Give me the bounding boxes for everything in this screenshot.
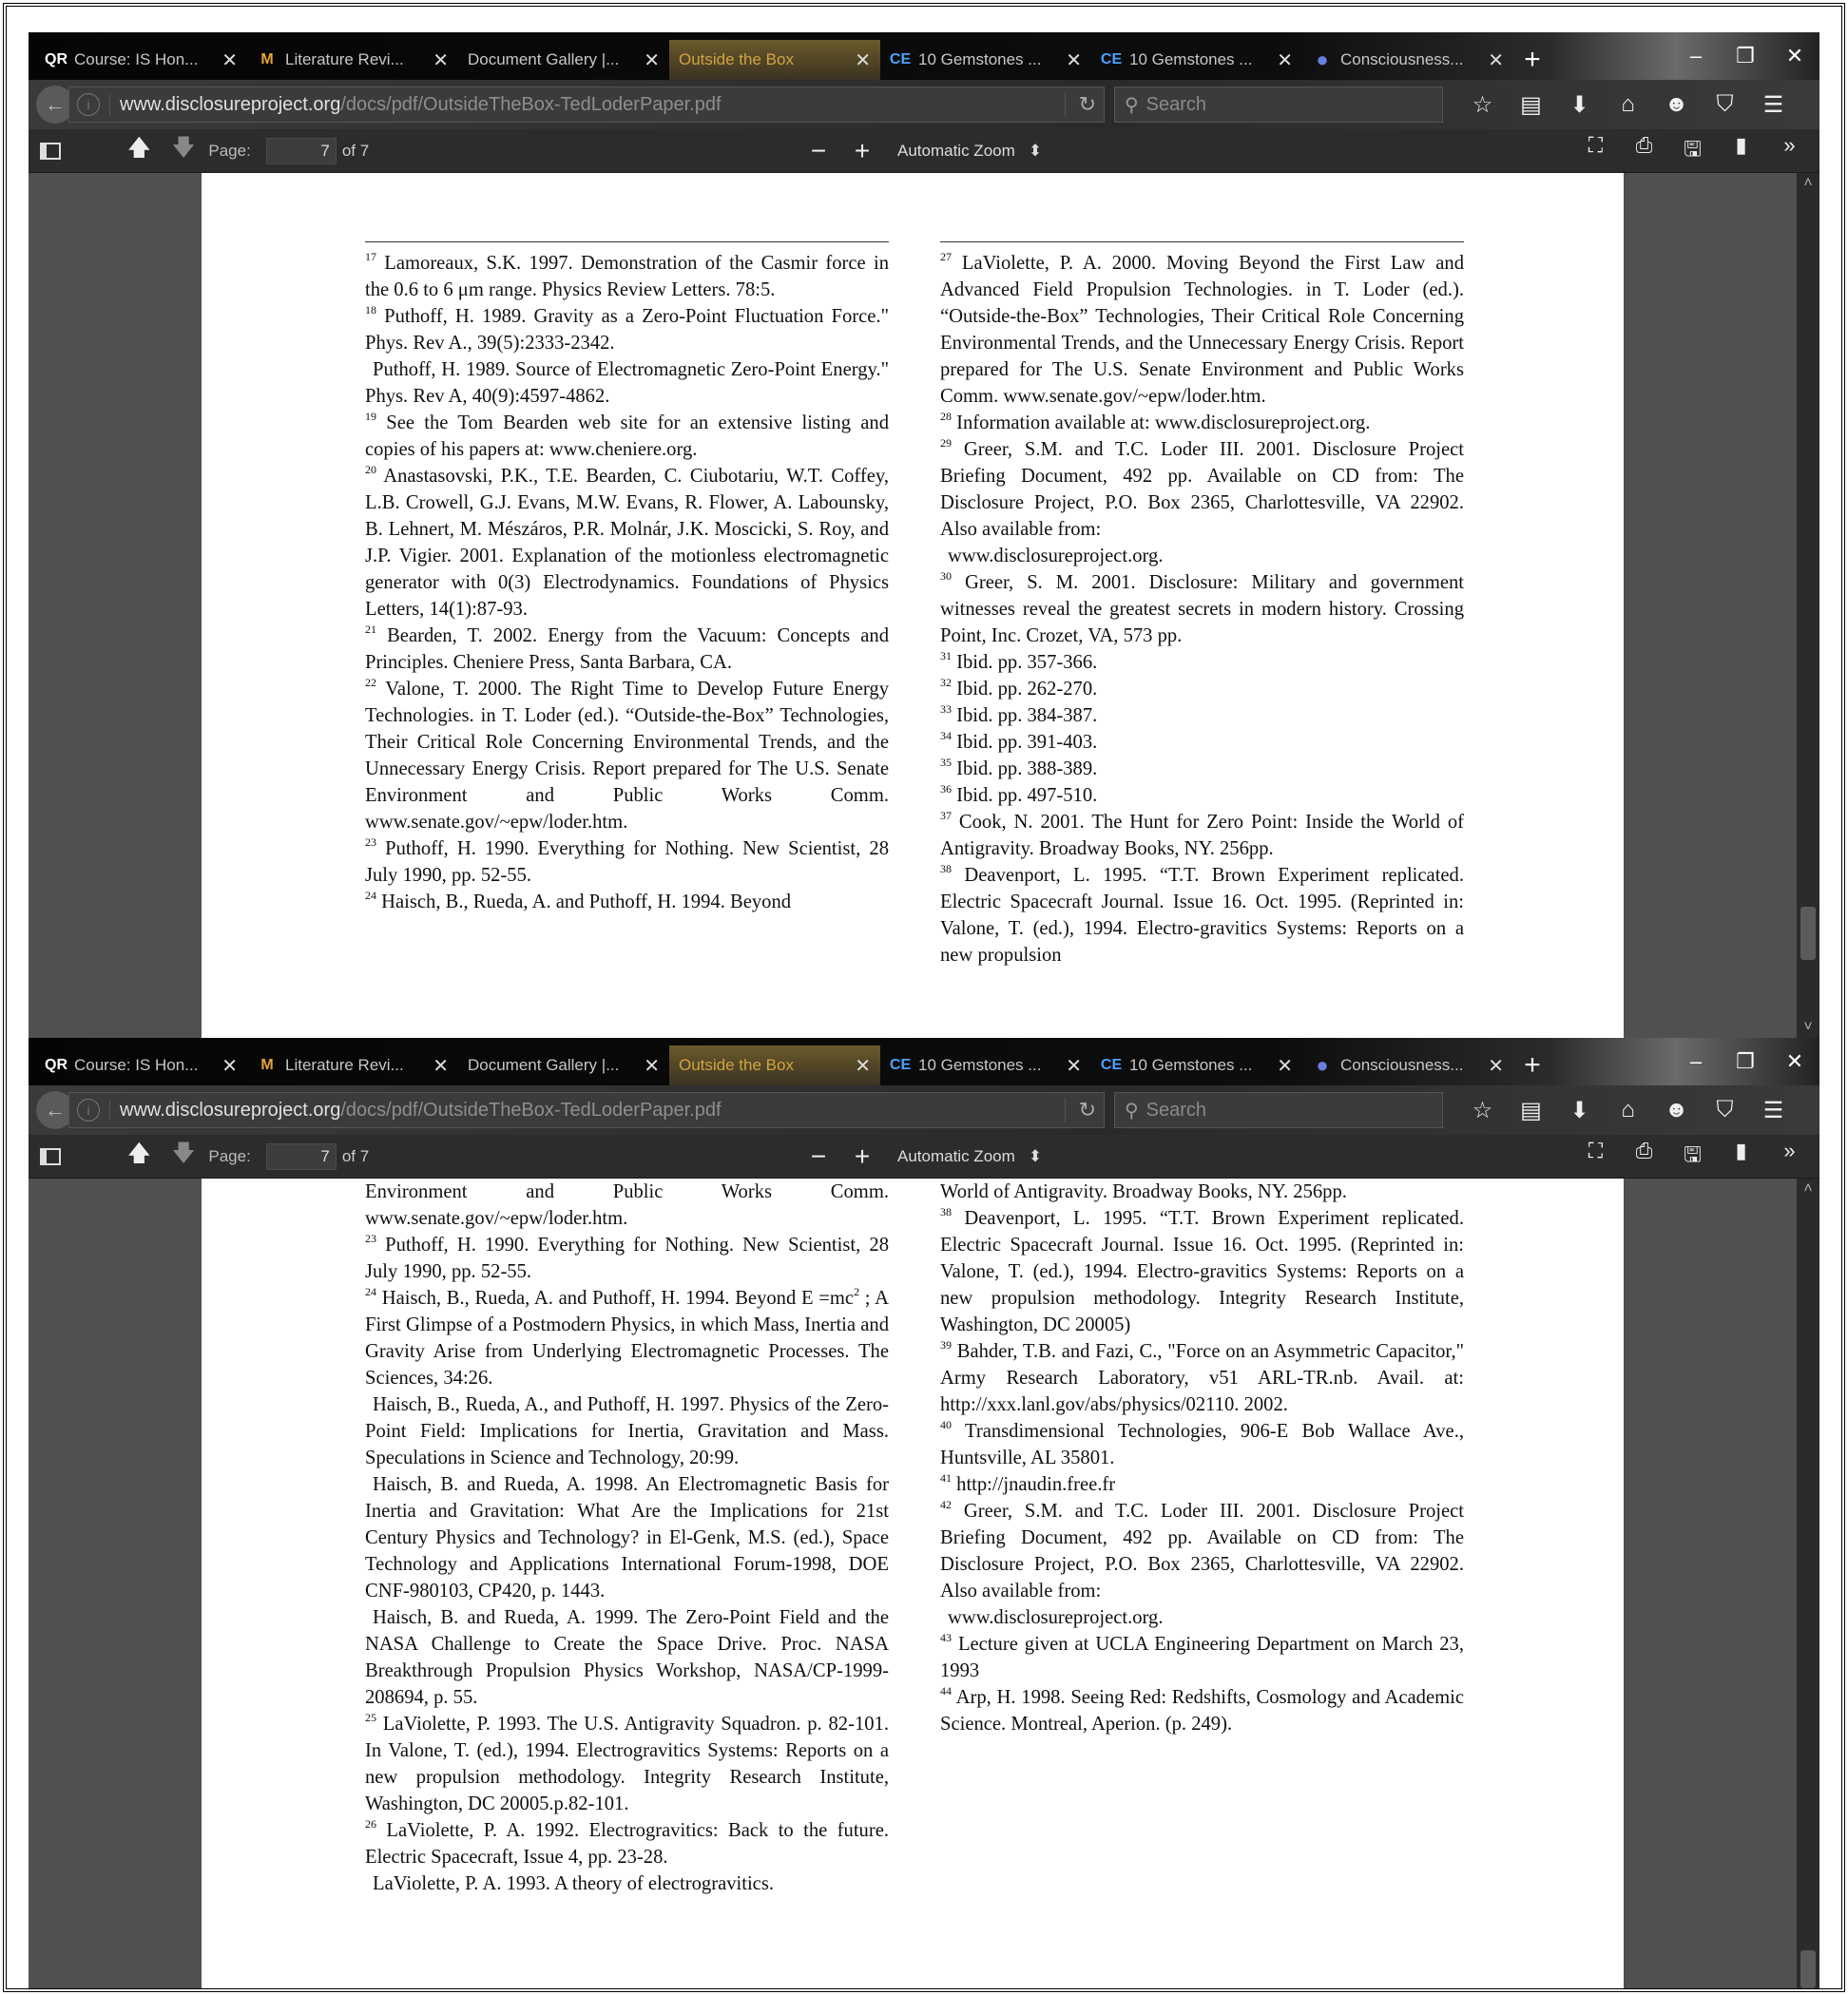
close-tab-icon[interactable]: ✕	[1277, 49, 1293, 71]
footnote: www.disclosureproject.org.	[948, 1607, 1164, 1628]
tab-6[interactable]	[1302, 40, 1513, 80]
footnote: $^{26}$ LaViolette, P. A. 1992. Electrogravitics: Back to the future. Electric Spacecraft, Issue 4, pp. 23-28.	[365, 1817, 889, 1868]
zoom-out-icon[interactable]: −	[810, 1141, 827, 1171]
toolbar-icons	[1458, 1097, 1798, 1124]
footnote-list	[940, 1179, 1464, 1737]
scrollbar[interactable]	[1797, 1179, 1819, 1988]
tab-0[interactable]	[36, 40, 247, 80]
footnote-rule	[940, 241, 1464, 242]
browser-window-bottom	[29, 1038, 1819, 1988]
footnote: $^{28}$ Information available at: www.disclosureproject.org.	[940, 410, 1371, 433]
zoom-value: Automatic Zoom	[897, 141, 1015, 160]
next-page-icon[interactable]: 🡇	[171, 135, 196, 161]
bookmark-star-icon[interactable]: ☆	[1472, 1097, 1493, 1123]
zoom-in-icon[interactable]: +	[854, 1141, 871, 1171]
tab-favicon: QR	[45, 51, 67, 67]
reading-list-icon[interactable]: ▤	[1520, 1097, 1542, 1123]
footnote-list	[365, 250, 889, 915]
footnote: Puthoff, H. 1989. Source of Electromagnetic Zero-Point Energy." Phys. Rev A, 40(9):4597-4862.	[365, 359, 889, 407]
tab-label: Outside the Box	[679, 50, 794, 68]
footnote: $^{19}$ See the Tom Bearden web site for an extensive listing and copies of his papers at: www.cheniere.org.	[365, 410, 889, 460]
footnote: $^{31}$ Ibid. pp. 357-366.	[940, 649, 1098, 673]
footnotes-right-column	[940, 241, 1464, 969]
close-tab-icon[interactable]: ✕	[433, 1055, 449, 1077]
menu-icon[interactable]: ☰	[1762, 91, 1784, 118]
pocket-icon[interactable]: ⛉	[1716, 90, 1734, 117]
close-tab-icon[interactable]: ✕	[221, 49, 238, 71]
footnote: $^{36}$ Ibid. pp. 497-510.	[940, 782, 1098, 806]
home-icon[interactable]: ⌂	[1621, 90, 1635, 117]
tab-4[interactable]	[880, 1045, 1091, 1085]
page-label: Page:	[208, 141, 251, 160]
close-tab-icon[interactable]: ✕	[433, 49, 449, 71]
url-path: /docs/pdf/OutsideTheBox-TedLoderPaper.pdf	[340, 1099, 722, 1121]
close-tab-icon[interactable]: ✕	[1066, 49, 1082, 71]
tab-label: Consciousness...	[1340, 50, 1464, 68]
tab-4[interactable]	[880, 40, 1091, 80]
download-icon[interactable]: ⬇	[1569, 1097, 1589, 1123]
bookmark-icon[interactable]: ▮	[1735, 1138, 1747, 1162]
tab-favicon: CE	[889, 1057, 912, 1073]
footnotes-left-column	[365, 1179, 889, 1897]
footnote: $^{40}$ Transdimensional Technologies, 906-E Bob Wallace Ave., Huntsville, AL 35801.	[940, 1418, 1464, 1468]
tab-label: Consciousness...	[1340, 1056, 1464, 1074]
tab-5[interactable]	[1091, 40, 1302, 80]
url-text[interactable]	[109, 1100, 1055, 1122]
footnote: $^{24}$ Haisch, B., Rueda, A. and Puthoff, H. 1994. Beyond	[365, 889, 792, 912]
footnote: $^{22}$ Valone, T. 2000. The Right Time to Develop Future Energy Technologies. in T. Loder (ed.). “Outside-the-Box” Technologies, Their Critical Role Concerning Environmental Trends, and the Unnecessary Energy Crisis. Report prepared for The U.S. Senate Environment and Public Works Comm. www.senate.gov/~epw/loder.htm.	[365, 676, 889, 833]
zoom-controls	[797, 136, 1051, 166]
bookmark-star-icon[interactable]: ☆	[1472, 91, 1493, 118]
reload-icon[interactable]: ↻	[1065, 92, 1096, 117]
footnote: $^{32}$ Ibid. pp. 262-270.	[940, 676, 1098, 700]
footnote: $^{37}$ Cook, N. 2001. The Hunt for Zero Point: Inside the World of Antigravity. Broadway Books, NY. 256pp.	[940, 809, 1464, 859]
tab-favicon: QR	[45, 1057, 67, 1073]
window-controls	[1671, 1038, 1819, 1085]
pdf-toolbar	[29, 129, 1819, 173]
presentation-mode-icon[interactable]: ⛶	[1588, 132, 1604, 157]
scroll-down-icon[interactable]: ˅	[1803, 1019, 1813, 1035]
scroll-up-icon[interactable]: ˄	[1803, 1180, 1813, 1197]
sidebar-toggle-icon[interactable]	[40, 1148, 61, 1165]
restore-icon[interactable]: ❐	[1736, 44, 1755, 67]
close-tab-icon[interactable]: ✕	[855, 49, 871, 71]
zoom-select[interactable]: Automatic Zoom ⬍	[897, 1146, 1043, 1165]
footnote: www.disclosureproject.org.	[948, 546, 1164, 566]
footnote: Haisch, B. and Rueda, A. 1998. An Electromagnetic Basis for Inertia and Gravitation: What Are the Implications for 21st Century Physics and Technology? in El-Genk, M.S. (ed.), Space Technology and Applications International Forum-1998, DOE CNF-980103, CP420, p. 1443.	[365, 1474, 889, 1602]
tab-label: Course: IS Hon...	[74, 1056, 199, 1074]
url-bar[interactable]	[68, 86, 1105, 123]
footnote: $^{23}$ Puthoff, H. 1990. Everything for Nothing. New Scientist, 28 July 1990, pp. 52-55.	[365, 835, 889, 886]
tab-5[interactable]	[1091, 1045, 1302, 1085]
menu-icon[interactable]: ☰	[1762, 1097, 1784, 1123]
tab-2[interactable]	[458, 40, 669, 80]
scroll-up-icon[interactable]: ˄	[1803, 175, 1813, 191]
search-icon: ⚲	[1125, 1100, 1139, 1122]
toolbar-icons	[1458, 91, 1798, 119]
footnote: $^{21}$ Bearden, T. 2002. Energy from the Vacuum: Concepts and Principles. Cheniere Press, Santa Barbara, CA.	[365, 623, 889, 673]
tab-strip	[29, 1038, 1819, 1085]
close-tab-icon[interactable]: ✕	[1488, 1055, 1504, 1077]
previous-page-icon[interactable]: 🡅	[127, 135, 151, 161]
search-icon: ⚲	[1125, 94, 1139, 116]
footnote: $^{17}$ Lamoreaux, S.K. 1997. Demonstration of the Casmir force in the 0.6 to 6 μm range. Physics Review Letters. 78:5.	[365, 250, 889, 300]
page-count: of 7	[341, 1146, 370, 1165]
close-tab-icon[interactable]: ✕	[1277, 1055, 1293, 1077]
close-tab-icon[interactable]: ✕	[644, 1055, 660, 1077]
tab-1[interactable]	[247, 40, 458, 80]
search-placeholder: Search	[1145, 1099, 1207, 1121]
tab-favicon: CE	[889, 51, 912, 67]
footnote: $^{29}$ Greer, S.M. and T.C. Loder III. 2001. Disclosure Project Briefing Document, 492 pp. Available on CD from: The Disclosure Project, P.O. Box 2365, Charlottesville, VA 22902. Also available from:	[940, 436, 1464, 540]
zoom-value: Automatic Zoom	[897, 1146, 1015, 1165]
footnotes-right-column	[940, 1179, 1464, 1897]
pdf-page	[202, 1179, 1624, 1988]
tab-label: 10 Gemstones ...	[918, 1056, 1042, 1074]
url-path: /docs/pdf/OutsideTheBox-TedLoderPaper.pdf	[340, 93, 722, 115]
minimize-icon[interactable]: –	[1689, 1049, 1703, 1073]
pdf-viewer[interactable]	[29, 1179, 1819, 1988]
tools-icon[interactable]: »	[1783, 1138, 1796, 1162]
tab-label: 10 Gemstones ...	[1129, 50, 1253, 68]
scroll-thumb[interactable]	[1800, 1950, 1816, 1988]
zoom-controls	[797, 1141, 1051, 1172]
navigation-bar	[29, 80, 1819, 129]
tab-favicon: ●	[1316, 1053, 1329, 1077]
scroll-thumb[interactable]	[1800, 907, 1816, 960]
previous-page-icon[interactable]: 🡅	[127, 1141, 151, 1166]
footnote: $^{41}$ http://jnaudin.free.fr	[940, 1471, 1116, 1495]
new-tab-icon[interactable]: +	[1524, 44, 1541, 75]
print-icon[interactable]: ⎙	[1635, 132, 1653, 157]
pocket-icon[interactable]: ⛉	[1716, 1096, 1734, 1122]
tab-label: 10 Gemstones ...	[1129, 1056, 1253, 1074]
pdf-tools	[1571, 1139, 1814, 1175]
close-window-icon[interactable]: ✕	[1785, 44, 1804, 67]
window-controls	[1671, 32, 1819, 80]
tab-2[interactable]	[458, 1045, 669, 1085]
footnote: World of Antigravity. Broadway Books, NY. 256pp.	[940, 1181, 1347, 1202]
back-arrow-icon[interactable]: ←	[36, 86, 74, 124]
footnote: Haisch, B., Rueda, A., and Puthoff, H. 1997. Physics of the Zero-Point Field: Implications for Inertia, Gravitation and Mass. Speculations in Science and Technology, 20:99.	[365, 1394, 889, 1468]
footnote: LaViolette, P. A. 1993. A theory of electrogravitics.	[373, 1873, 774, 1894]
search-placeholder: Search	[1145, 93, 1207, 115]
footnote: $^{42}$ Greer, S.M. and T.C. Loder III. 2001. Disclosure Project Briefing Document, 492 pp. Available on CD from: The Disclosure Project, P.O. Box 2365, Charlottesville, VA 22902. Also available from:	[940, 1498, 1464, 1602]
close-tab-icon[interactable]: ✕	[221, 1055, 238, 1077]
next-page-icon[interactable]: 🡇	[171, 1141, 196, 1166]
tab-6[interactable]	[1302, 1045, 1513, 1085]
reload-icon[interactable]: ↻	[1065, 1098, 1096, 1122]
pdf-toolbar	[29, 1135, 1819, 1179]
home-icon[interactable]: ⌂	[1621, 1096, 1635, 1122]
pdf-page	[202, 173, 1624, 1038]
footnote: $^{20}$ Anastasovski, P.K., T.E. Bearden, C. Ciubotariu, W.T. Coffey, L.B. Crowell, G.J. Evans, M.W. Evans, R. Flower, A. Labounsky, B. Lehnert, M. Mészáros, P.R. Molnár, J.K. Moscicki, S. Roy, and J.P. Vigier. 2001. Explanation of the motionless electromagnetic generator with 0(3) Electrodynamics. Foundations of Physics Letters, 14(1):87-93.	[365, 463, 889, 620]
save-icon[interactable]: 🖫	[1684, 1141, 1702, 1166]
footnote: $^{38}$ Deavenport, L. 1995. “T.T. Brown Experiment replicated. Electric Spacecraft Journal. Issue 16. Oct. 1995. (Reprinted in: Valone, T. (ed.), 1994. Electro-gravitics Systems: Reports on a new propulsion methodology. Integrity Research Institute, Washington, DC 20005)	[940, 1205, 1464, 1335]
footnote: $^{43}$ Lecture given at UCLA Engineering Department on March 23, 1993	[940, 1631, 1464, 1681]
close-tab-icon[interactable]: ✕	[644, 49, 660, 71]
close-tab-icon[interactable]: ✕	[1488, 49, 1504, 71]
restore-icon[interactable]: ❐	[1736, 1049, 1755, 1073]
footnote: $^{35}$ Ibid. pp. 388-389.	[940, 756, 1098, 779]
footnote: $^{25}$ LaViolette, P. 1993. The U.S. Antigravity Squadron. p. 82-101. In Valone, T. (ed.), 1994. Electrogravitics Systems: Reports on a new propulsion methodology. Integrity Research Institute, Washington, DC 20005.p.82-101.	[365, 1711, 889, 1814]
navigation-bar	[29, 1085, 1819, 1135]
tab-favicon: CE	[1100, 1057, 1123, 1073]
footnote: $^{44}$ Arp, H. 1998. Seeing Red: Redshifts, Cosmology and Academic Science. Montreal, Aperion. (p. 249).	[940, 1684, 1464, 1735]
footnote: $^{23}$ Puthoff, H. 1990. Everything for Nothing. New Scientist, 28 July 1990, pp. 52-55.	[365, 1232, 889, 1282]
footnote: Haisch, B. and Rueda, A. 1999. The Zero-Point Field and the NASA Challenge to Create the Space Drive. Proc. NASA Breakthrough Propulsion Physics Workshop, NASA/CP-1999-208694, p. 55.	[365, 1607, 889, 1708]
footnote: $^{33}$ Ibid. pp. 384-387.	[940, 702, 1098, 726]
url-domain: www.disclosureproject.org	[120, 1099, 341, 1121]
footnote: Environment and Public Works Comm. www.senate.gov/~epw/loder.htm.	[365, 1181, 889, 1229]
tab-label: 10 Gemstones ...	[918, 50, 1042, 68]
close-tab-icon[interactable]: ✕	[855, 1055, 871, 1077]
tab-1[interactable]	[247, 1045, 458, 1085]
close-tab-icon[interactable]: ✕	[1066, 1055, 1082, 1077]
new-tab-icon[interactable]: +	[1524, 1049, 1541, 1081]
sidebar-toggle-icon[interactable]	[40, 143, 61, 160]
tab-favicon: ●	[1316, 48, 1329, 71]
minimize-icon[interactable]: –	[1689, 44, 1703, 67]
footnote: $^{34}$ Ibid. pp. 391-403.	[940, 729, 1098, 753]
url-bar[interactable]	[68, 1092, 1105, 1128]
url-domain: www.disclosureproject.org	[120, 93, 341, 115]
url-text[interactable]	[109, 94, 1055, 116]
footnote: $^{30}$ Greer, S. M. 2001. Disclosure: Military and government witnesses reveal the greatest secrets in modern history. Crossing Point, Inc. Crozet, VA, 573 pp.	[940, 569, 1464, 646]
tab-strip	[29, 32, 1819, 80]
zoom-select[interactable]: Automatic Zoom ⬍	[897, 141, 1043, 160]
tab-label: Course: IS Hon...	[74, 50, 199, 68]
tab-label: Document Gallery |...	[468, 1056, 620, 1074]
tab-label: Literature Revi...	[285, 1056, 404, 1074]
search-field[interactable]	[1114, 1092, 1443, 1128]
zoom-in-icon[interactable]: +	[854, 135, 871, 165]
reading-list-icon[interactable]: ▤	[1520, 91, 1542, 118]
footnote-list	[940, 250, 1464, 969]
presentation-mode-icon[interactable]: ⛶	[1588, 1138, 1604, 1162]
print-icon[interactable]: ⎙	[1635, 1138, 1653, 1162]
page-number-input[interactable]: 7	[266, 1143, 337, 1170]
tools-icon[interactable]: »	[1783, 132, 1796, 157]
footnotes-left-column	[365, 241, 889, 969]
footnote: $^{24}$ Haisch, B., Rueda, A. and Puthoff, H. 1994. Beyond $E =mc^2$ ; A First Glimpse of a Postmodern Physics, in which Mass, Inertia and Gravity Arise from Underlying Electromagnetic Processes. The Sciences, 34:26.	[365, 1285, 889, 1389]
zoom-out-icon[interactable]: −	[810, 135, 827, 165]
browser-window-top	[29, 32, 1819, 1038]
footnote: $^{39}$ Bahder, T.B. and Fazi, C., "Force on an Asymmetric Capacitor," Army Research Laboratory, v51 ARL-TR.nb. Avail. at: http://xxx.lanl.gov/abs/physics/02110. 2002.	[940, 1338, 1464, 1415]
tab-3-active[interactable]	[669, 1045, 880, 1085]
close-window-icon[interactable]: ✕	[1785, 1049, 1804, 1073]
tab-label: Document Gallery |...	[468, 50, 620, 68]
tab-3-active[interactable]	[669, 40, 880, 80]
save-icon[interactable]: 🖫	[1684, 136, 1702, 161]
scrollbar[interactable]	[1797, 173, 1819, 1038]
info-icon[interactable]: i	[77, 93, 100, 116]
footnote-list	[365, 1179, 889, 1897]
pdf-viewer[interactable]	[29, 173, 1819, 1038]
page-number-input[interactable]: 7	[266, 138, 337, 164]
tab-favicon: M	[260, 1057, 274, 1073]
tab-0[interactable]	[36, 1045, 247, 1085]
account-icon[interactable]: ☻	[1664, 1096, 1689, 1122]
search-field[interactable]	[1114, 86, 1443, 123]
footnote: $^{38}$ Deavenport, L. 1995. “T.T. Brown Experiment replicated. Electric Spacecraft Journal. Issue 16. Oct. 1995. (Reprinted in: Valone, T. (ed.), 1994. Electro-gravitics Systems: Reports on a new propulsion	[940, 862, 1464, 966]
info-icon[interactable]: i	[77, 1099, 100, 1122]
tab-label: Literature Revi...	[285, 50, 404, 68]
page-label: Page:	[208, 1146, 251, 1165]
back-arrow-icon[interactable]: ←	[36, 1091, 74, 1129]
tab-favicon: CE	[1100, 51, 1123, 67]
bookmark-icon[interactable]: ▮	[1735, 132, 1747, 157]
download-icon[interactable]: ⬇	[1569, 91, 1589, 118]
footnote: $^{27}$ LaViolette, P. A. 2000. Moving Beyond the First Law and Advanced Field Propulsion Technologies. in T. Loder (ed.). “Outside-the-Box” Technologies, Their Critical Role Concerning Environmental Trends, and the Unnecessary Energy Crisis. Report prepared for The U.S. Senate Environment and Public Works Comm. www.senate.gov/~epw/loder.htm.	[940, 250, 1464, 407]
account-icon[interactable]: ☻	[1664, 90, 1689, 117]
tab-favicon: M	[260, 51, 274, 67]
footnote: $^{18}$ Puthoff, H. 1989. Gravity as a Zero-Point Fluctuation Force." Phys. Rev A., 39(5):2333-2342.	[365, 303, 889, 354]
pdf-tools	[1571, 133, 1814, 169]
footnote-rule	[365, 241, 889, 242]
page-count: of 7	[341, 141, 370, 160]
tab-label: Outside the Box	[679, 1056, 794, 1074]
